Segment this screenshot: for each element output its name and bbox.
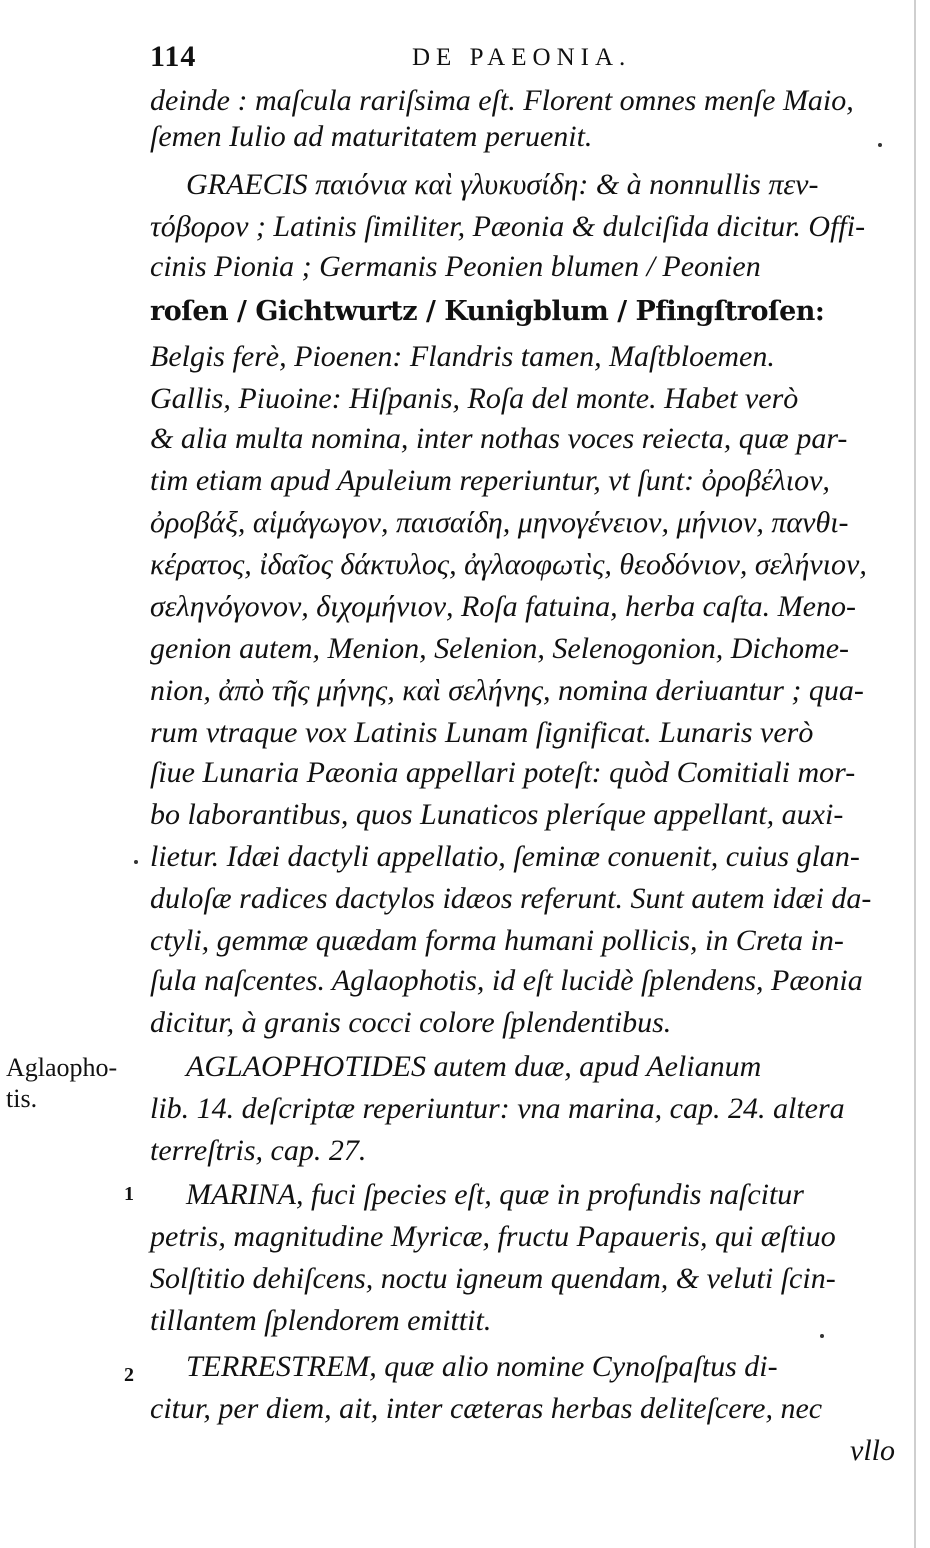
- text-line: tim etiam apud Apuleium reperiuntur, vt ſunt: ὀροβέλιον,: [150, 464, 830, 497]
- text-line: lib. 14. deſcriptæ reperiuntur: vna marina, cap. 24. altera: [150, 1092, 845, 1125]
- text-line: tillantem ſplendorem emittit.: [150, 1304, 492, 1337]
- text-line: cinis Pionia ; Germanis Peonien blumen / Peonien: [150, 250, 761, 283]
- text-line: rum vtraque vox Latinis Lunam ſignificat. Lunaris verò: [150, 716, 814, 749]
- text-line: terreſtris, cap. 27.: [150, 1134, 367, 1167]
- text-line: σεληνόγονον, διχομήνιον, Roſa fatuina, herba caſta. Meno-: [150, 590, 856, 623]
- text-line: roſen / Gichtwurtz / Kunigblum / Pfingſtroſen:: [150, 296, 825, 327]
- section-marker-1: 1: [124, 1183, 134, 1205]
- text-line: citur, per diem, ait, inter cæteras herbas deliteſcere, nec: [150, 1392, 823, 1425]
- text-line: nion, ἀπὸ τῆς μήνης, καὶ σελήνης, nomina deriuantur ; qua-: [150, 674, 864, 707]
- ink-speck: [134, 860, 138, 864]
- text-line: petris, magnitudine Myricæ, fructu Papaueris, qui æſtiuo: [150, 1220, 836, 1253]
- text-line: MARINA, fuci ſpecies eſt, quæ in profundis naſcitur: [186, 1178, 804, 1211]
- text-line: AGLAOPHOTIDES autem duæ, apud Aelianum: [186, 1050, 762, 1083]
- page-number: 114: [150, 40, 197, 73]
- text-line: ſiue Lunaria Pæonia appellari poteſt: quòd Comitiali mor-: [150, 756, 856, 789]
- catchword: vllo: [850, 1434, 895, 1467]
- page-edge-shadow: [914, 0, 916, 1548]
- margin-note: Aglaopho- tis.: [6, 1053, 118, 1113]
- text-line: ctyli, gemmæ quædam forma humani pollicis, in Creta in-: [150, 924, 844, 957]
- text-line: Gallis, Piuoine: Hiſpanis, Roſa del monte. Habet verò: [150, 382, 799, 415]
- text-line: & alia multa nomina, inter nothas voces reiecta, quæ par-: [150, 422, 848, 455]
- text-line: τόβορον ; Latinis ſimiliter, Pæonia & dulciſida dicitur. Offi-: [150, 210, 866, 243]
- text-line: TERRESTREM, quæ alio nomine Cynoſpaſtus di-: [186, 1350, 778, 1383]
- text-line: ſula naſcentes. Aglaophotis, id eſt lucidè ſplendens, Pæonia: [150, 964, 863, 997]
- text-line: GRAECIS παιόνια καὶ γλυκυσίδη: & à nonnullis πεν-: [186, 168, 819, 201]
- text-line: Belgis ferè, Pioenen: Flandris tamen, Maſtbloemen.: [150, 340, 775, 373]
- text-line: ὀροβάξ, αἱμάγωγον, παισαίδη, μηνογένειον, μήνιον, πανθι-: [150, 506, 849, 539]
- text-line: deinde : maſcula rariſsima eſt. Florent omnes menſe Maio,: [150, 84, 854, 117]
- running-head: [150, 40, 890, 86]
- text-line: ſemen Iulio ad maturitatem peruenit.: [150, 120, 593, 153]
- ink-speck: [820, 1334, 824, 1338]
- text-line: bo laborantibus, quos Lunaticos pleríque appellant, auxi-: [150, 798, 844, 831]
- text-line: genion autem, Menion, Selenion, Selenogonion, Dichome-: [150, 632, 849, 665]
- ink-speck: [878, 143, 882, 147]
- text-line: lietur. Idæi dactyli appellatio, ſeminæ conuenit, cuius glan-: [150, 840, 860, 873]
- text-line: duloſæ radices dactylos idæos referunt. Sunt autem idæi da-: [150, 882, 872, 915]
- section-marker-2: 2: [124, 1364, 134, 1386]
- running-title: DE PAEONIA.: [412, 44, 632, 71]
- text-line: dicitur, à granis cocci colore ſplendentibus.: [150, 1006, 672, 1039]
- text-line: Solſtitio dehiſcens, noctu igneum quendam, & veluti ſcin-: [150, 1262, 836, 1295]
- text-line: κέρατος, ἰδαῖος δάκτυλος, ἀγλαοφωτὶς, θεοδόνιον, σελήνιον,: [150, 548, 867, 581]
